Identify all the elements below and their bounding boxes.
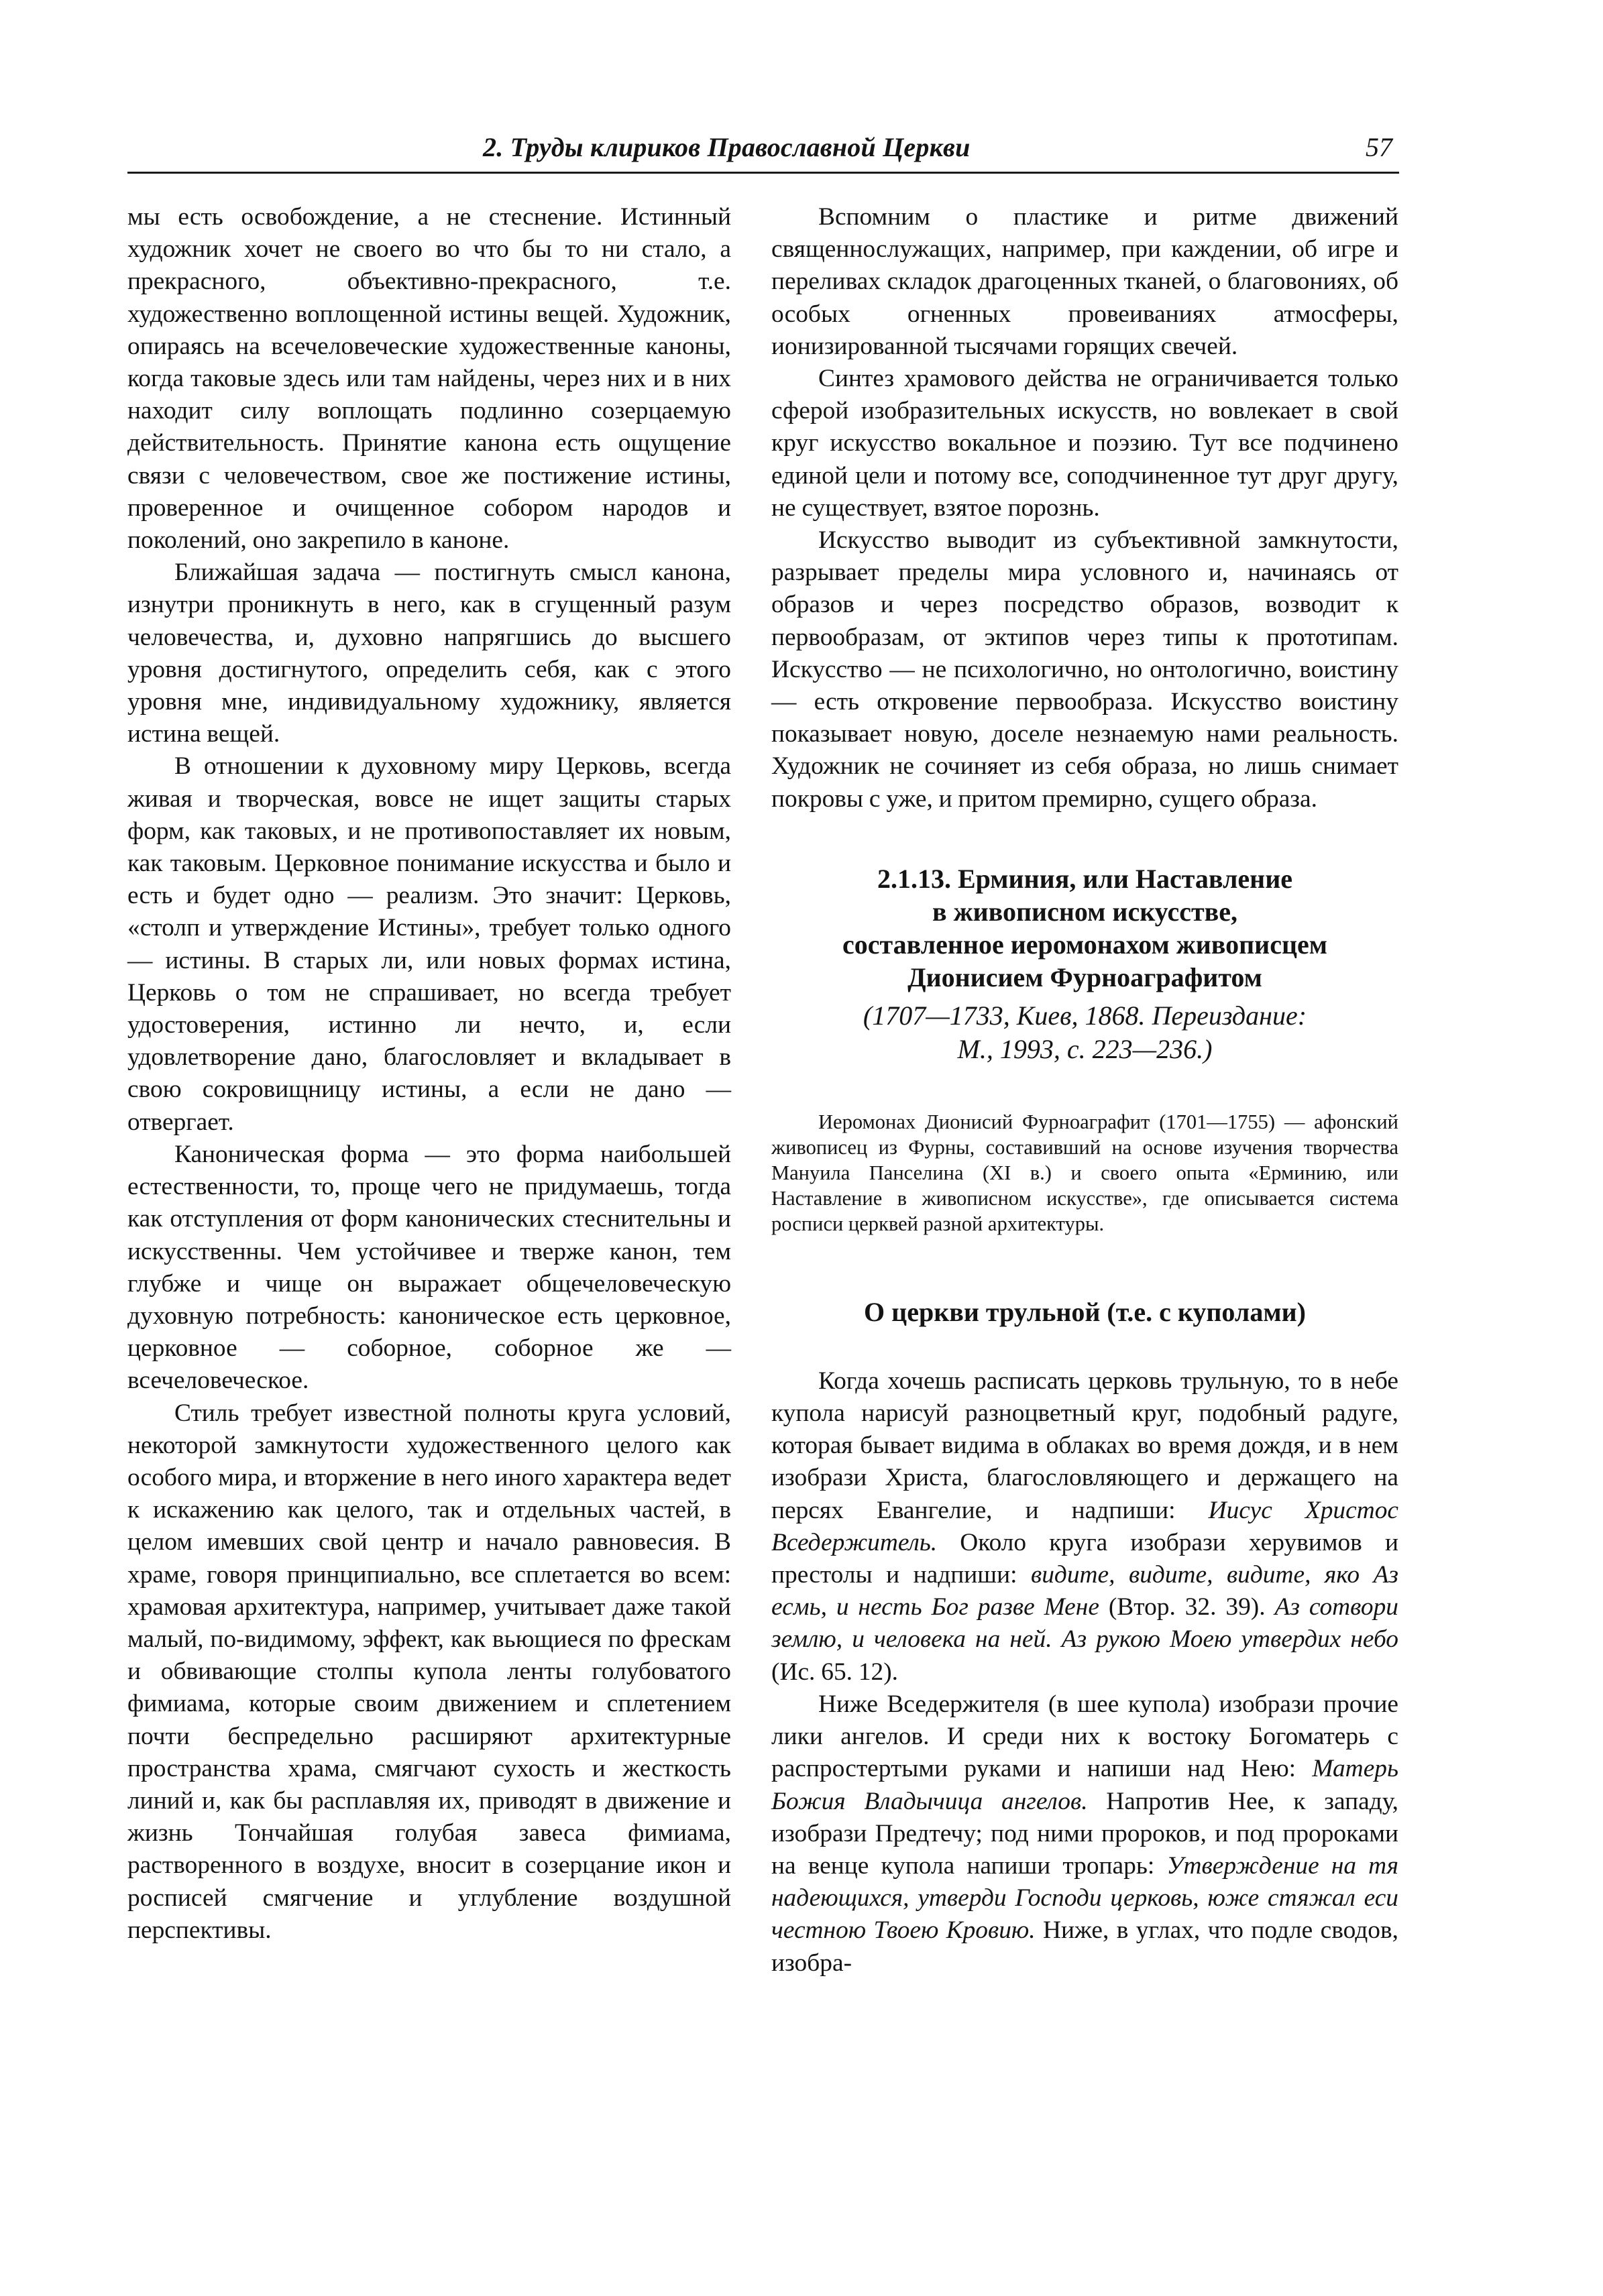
text-run: Около круга изобрази херувимов и престолы и надпиши:	[771, 1528, 1398, 1589]
page-number: 57	[1366, 132, 1392, 162]
left-column	[127, 201, 731, 1947]
citation: (Втор. 32. 39).	[1099, 1593, 1275, 1621]
running-header	[127, 131, 1399, 172]
citation: (Ис. 65. 12).	[771, 1658, 899, 1686]
paragraph: мы есть освобождение, а не стеснение. Истинный художник хочет не своего во что бы то ни стало, а прекрасного, объективно-прекрасного, т.е. художественно воплощенной истины вещей. Художник, опираясь на всечеловеческие художественные каноны, когда таковые здесь или там найдены, через них и в них находит силу воплощать подлинно созерцаемую действительность. Принятие канона есть ощущение связи с человечеством, свое же постижение истины, проверенное и очищенное собором народов и поколений, оно закрепило в каноне.	[127, 203, 731, 555]
italic-inscription: Аз сотвори землю, и человека на ней. Аз рукою Моею утвердих небо	[771, 1593, 1399, 1654]
text-run: Когда хочешь расписать церковь трульную, то в небе купола нарисуй разноцветный круг, подобный радуге, которая бывает видима в облаках во время дождя, и в нем изобрази Христа, благословляющего и держащего на персях Евангелие, и надпиши:	[771, 1367, 1398, 1524]
publication-info-line: (1707—1733, Киев, 1868. Переиздание:	[863, 1000, 1307, 1031]
paragraph: Синтез храмового действа не ограничивается только сферой изобразительных искусств, но вовлекает в свой круг искусство вокальное и поэзию. Тут все подчинено единой цели и потому все, соподчиненное тут друг другу, не существует, взятое порознь.	[771, 365, 1398, 522]
italic-inscription: Матерь Божия Владычица ангелов.	[771, 1755, 1398, 1815]
text-run: Напротив Нее, к западу, изобрази Предтечу; под ними пророков, и под пророками на венце купола напиши тропарь:	[771, 1787, 1399, 1880]
paragraph: Искусство выводит из субъективной замкнутости, разрывает пределы мира условного и, начинаясь от образов и через посредство образов, возводит к первообразам, от эктипов через типы к прототипам. Искусство — не психологично, но онтологично, воистину — есть откровение первообраза. Искусство воистину показывает новую, доселе незнаемую нами реальность. Художник не сочиняет из себя образа, но лишь снимает покровы с уже, и притом премирно, сущего образа.	[771, 526, 1398, 813]
paragraph: В отношении к духовному миру Церковь, всегда живая и творческая, вовсе не ищет защиты старых форм, как таковых, и не противопоставляет их новым, как таковым. Церковное понимание искусства и было и есть и будет одно — реализм. Это значит: Церковь, «столп и утверждение Истины», требует только одного — истины. В старых ли, или новых формах истина, Церковь о том не спрашивает, но всегда требует удостоверения, истинно ли нечто, и, если удовлетворение дано, благословляет и вкладывает в свою сокровищницу истины, а если не дано — отвергает.	[127, 752, 731, 1136]
publication-info	[771, 999, 1398, 1066]
header-rule	[127, 172, 1399, 174]
section-heading-line: Дионисием Фурноаграфитом	[907, 962, 1262, 992]
text-run: Ниже Вседержителя (в шее купола) изобрази прочие лики ангелов. И среди них к востоку Богоматерь с распростертыми руками и напиши над Нею:	[771, 1690, 1398, 1783]
publication-info-line: М., 1993, с. 223—236.)	[957, 1033, 1213, 1064]
right-column	[771, 201, 1398, 1979]
paragraph: Каноническая форма — это форма наибольшей естественности, то, проще чего не придумаешь, тогда как отступления от форм канонических стеснительны и искусственны. Чем устойчивее и тверже канон, тем глубже и чище он выражает общечеловеческую духовную потребность: каноническое есть церковное, церковное — соборное, соборное же — всечеловеческое.	[127, 1140, 731, 1395]
section-heading-line: составленное иеромонахом живописцем	[842, 929, 1328, 960]
paragraph: Стиль требует известной полноты круга условий, некоторой замкнутости художественного целого как особого мира, и вторжение в него иного характера ведет к искажению как целого, так и отдельных частей, в целом имевших свой центр и начало равновесия. В храме, говоря принципиально, все сплетается во всем: храмовая архитектура, например, учитывает даже такой малый, по-видимому, эффект, как вьющиеся по фрескам и обвивающие столпы купола ленты голубоватого фимиама, которые своим движением и сплетением почти беспредельно расширяют архитектурные пространства храма, смягчают сухость и жесткость линий и, как бы расплавляя их, приводят в движение и жизнь Тончайшая голубая завеса фимиама, растворенного в воздухе, вносит в созерцание икон и росписей смягчение и углубление воздушной перспективы.	[127, 1399, 731, 1944]
paragraph: Вспомним о пластике и ритме движений священнослужащих, например, при каждении, об игре и переливах складок драгоценных тканей, о благовониях, об особых огненных провеиваниях атмосферы, ионизированной тысячами горящих свечей.	[771, 203, 1398, 360]
section-heading	[771, 862, 1398, 994]
paragraph	[771, 1365, 1398, 1688]
italic-inscription: Иисус Христос Вседержитель.	[771, 1496, 1398, 1556]
spacer	[771, 1329, 1398, 1365]
italic-inscription: видите, видите, видите, яко Аз есмь, и несть Бог разве Мене	[771, 1561, 1398, 1621]
paragraph	[771, 1688, 1398, 1979]
section-heading-line: в живописном искусстве,	[932, 896, 1237, 927]
running-title: 2. Труды клириков Православной Церкви	[483, 132, 971, 162]
author-note: Иеромонах Дионисий Фурноаграфит (1701—1755) — афонский живописец из Фурны, составивший на основе изучения творчества Мануила Панселина (XI в.) и своего опыта «Ерминию, или Наставление в живописном искусстве», где описывается система росписи церквей разной архитектуры.	[771, 1110, 1398, 1235]
subsection-heading: О церкви трульной (т.е. с куполами)	[864, 1296, 1306, 1327]
section-heading-line: 2.1.13. Ерминия, или Наставление	[877, 863, 1292, 894]
italic-inscription: Утверждение на тя надеющихся, утверди Господи церковь, юже стяжал еси честною Твоею Кровию.	[771, 1851, 1398, 1945]
text-run: Ниже, в углах, что подле сводов, изобра-	[771, 1916, 1398, 1977]
paragraph: Ближайшая задача — постигнуть смысл канона, изнутри проникнуть в него, как в сгущенный разум человечества, и, духовно напрягшись до высшего уровня достигнутого, определить себя, как с этого уровня мне, индивидуальному художнику, является истина вещей.	[127, 559, 731, 748]
